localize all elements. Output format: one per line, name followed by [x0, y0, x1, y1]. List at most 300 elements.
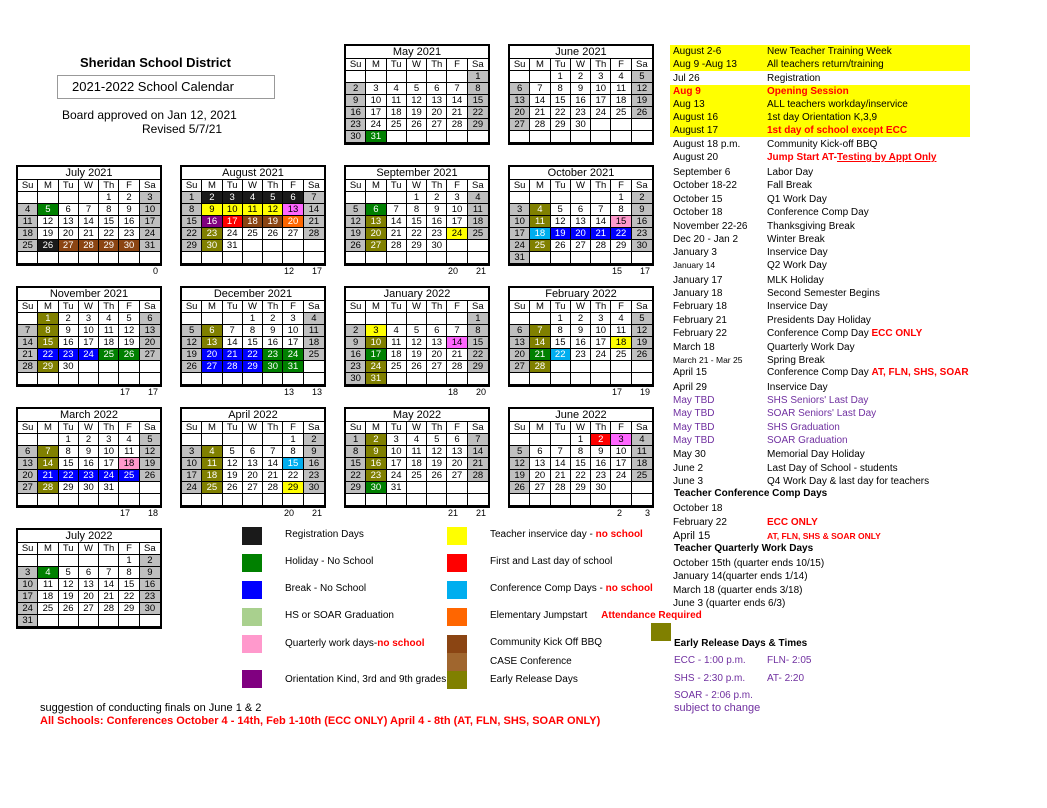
event-date: October 18: [673, 207, 723, 218]
empty-day-cell: [304, 252, 324, 264]
day-cell: 18: [18, 228, 38, 240]
empty-day-cell: [447, 373, 467, 385]
weekday-header: Th: [99, 543, 119, 555]
empty-day-cell: [632, 252, 652, 264]
day-cell: 28: [18, 361, 38, 373]
day-cell: 13: [202, 337, 222, 349]
day-cell: 17: [591, 337, 611, 349]
day-cell: 19: [182, 349, 202, 361]
day-cell: 16: [346, 107, 366, 119]
day-cell: 3: [510, 204, 530, 216]
empty-day-cell: [223, 494, 243, 506]
day-cell: 17: [366, 107, 386, 119]
quarterly-row: [670, 570, 970, 583]
empty-day-cell: [407, 252, 427, 264]
event-date: January 18: [673, 288, 723, 299]
day-cell: 5: [407, 83, 427, 95]
event-text: Conference Comp Day: [767, 207, 869, 218]
empty-day-cell: [346, 252, 366, 264]
day-cell: 14: [551, 458, 571, 470]
day-cell: 12: [632, 83, 652, 95]
day-cell: 29: [99, 240, 119, 252]
weekday-header: Su: [18, 422, 38, 434]
day-cell: 21: [551, 470, 571, 482]
month-title: March 2022: [16, 407, 162, 422]
weekday-header: Th: [263, 301, 283, 313]
empty-day-cell: [366, 494, 386, 506]
day-cell: 23: [427, 228, 447, 240]
day-cell: 24: [447, 228, 467, 240]
empty-day-cell: [407, 131, 427, 143]
empty-day-cell: [468, 482, 488, 494]
day-cell: 3: [447, 192, 467, 204]
day-count-a: 20: [447, 266, 458, 276]
day-cell: 16: [59, 337, 79, 349]
empty-day-cell: [243, 373, 263, 385]
day-cell: 8: [59, 446, 79, 458]
comp-note: ECC ONLY: [767, 517, 818, 528]
day-cell: 31: [223, 240, 243, 252]
day-count-b: 0: [152, 266, 158, 276]
calendar-title: 2021-2022 School Calendar: [57, 75, 275, 99]
month-grid: [508, 180, 654, 266]
day-cell: 1: [551, 71, 571, 83]
weekday-header: Tu: [551, 301, 571, 313]
empty-day-cell: [182, 373, 202, 385]
day-cell: 8: [611, 204, 631, 216]
weekday-header: F: [447, 59, 467, 71]
empty-day-cell: [387, 313, 407, 325]
empty-day-cell: [407, 482, 427, 494]
empty-day-cell: [346, 71, 366, 83]
day-cell: 8: [182, 204, 202, 216]
empty-day-cell: [59, 555, 79, 567]
day-cell: 23: [304, 470, 324, 482]
day-cell: 17: [510, 228, 530, 240]
day-cell: 12: [551, 216, 571, 228]
event-row: [670, 434, 970, 447]
month-grid: [344, 180, 490, 266]
day-cell: 23: [140, 591, 160, 603]
weekday-header: W: [79, 543, 99, 555]
day-cell: 22: [468, 107, 488, 119]
event-row: [670, 259, 970, 272]
empty-day-cell: [632, 119, 652, 131]
empty-day-cell: [510, 494, 530, 506]
day-cell: 6: [283, 192, 303, 204]
quarterly-row: [670, 584, 970, 597]
day-cell: 23: [571, 349, 591, 361]
month-day-count: [508, 508, 654, 518]
day-cell: 2: [366, 434, 386, 446]
day-cell: 26: [346, 240, 366, 252]
legend-holiday: Holiday - No School: [285, 556, 374, 567]
day-cell: 2: [263, 313, 283, 325]
day-cell: 21: [304, 216, 324, 228]
event-text: SOAR Graduation: [767, 435, 848, 446]
day-cell: 8: [468, 325, 488, 337]
day-count-b: 3: [644, 508, 650, 518]
empty-day-cell: [346, 313, 366, 325]
weekday-header: Th: [427, 422, 447, 434]
day-cell: 22: [182, 228, 202, 240]
weekday-header: Tu: [387, 59, 407, 71]
day-cell: 14: [263, 458, 283, 470]
empty-day-cell: [263, 494, 283, 506]
month-grid: [16, 543, 162, 629]
day-cell: 25: [202, 482, 222, 494]
day-cell: 26: [632, 349, 652, 361]
empty-day-cell: [407, 373, 427, 385]
day-cell: 6: [202, 325, 222, 337]
day-cell: 19: [223, 470, 243, 482]
day-cell: 21: [223, 349, 243, 361]
event-text: ALL teachers workday/inservice: [767, 99, 908, 110]
day-cell: 26: [427, 470, 447, 482]
day-cell: 12: [182, 337, 202, 349]
day-cell: 27: [571, 240, 591, 252]
empty-day-cell: [447, 71, 467, 83]
day-cell: 5: [346, 204, 366, 216]
day-cell: 6: [79, 567, 99, 579]
empty-day-cell: [632, 361, 652, 373]
empty-day-cell: [304, 494, 324, 506]
empty-day-cell: [119, 373, 139, 385]
day-cell: 30: [59, 361, 79, 373]
empty-day-cell: [591, 373, 611, 385]
day-cell: 15: [571, 458, 591, 470]
day-cell: 10: [182, 458, 202, 470]
day-count-a: 17: [611, 387, 622, 397]
legend-swatch-case: [447, 653, 467, 671]
event-text: Conference Comp Day: [767, 367, 872, 378]
event-date: September 6: [673, 167, 731, 178]
day-cell: 11: [407, 446, 427, 458]
day-count-a: 21: [447, 508, 458, 518]
day-cell: 4: [99, 313, 119, 325]
month-september-2021: [344, 165, 490, 276]
month-march-2022: [16, 407, 162, 518]
legend-swatch-first-last: [447, 554, 467, 572]
day-cell: 17: [611, 458, 631, 470]
month-title: December 2021: [180, 286, 326, 301]
day-cell: 7: [79, 204, 99, 216]
legend-inservice-noschool: no school: [595, 529, 643, 540]
day-cell: 3: [182, 446, 202, 458]
day-cell: 23: [79, 470, 99, 482]
day-cell: 1: [407, 192, 427, 204]
day-cell: 29: [468, 361, 488, 373]
day-cell: 6: [427, 83, 447, 95]
month-february-2022: [508, 286, 654, 397]
empty-day-cell: [202, 434, 222, 446]
event-row: [670, 475, 970, 488]
day-cell: 23: [263, 349, 283, 361]
day-cell: 6: [571, 204, 591, 216]
day-cell: 23: [366, 470, 386, 482]
month-day-count: [180, 387, 326, 397]
day-cell: 18: [407, 458, 427, 470]
day-count-a: 17: [119, 387, 130, 397]
day-cell: 31: [99, 482, 119, 494]
event-text-red: ECC ONLY: [871, 328, 923, 339]
event-date: February 21: [673, 315, 727, 326]
empty-day-cell: [202, 494, 222, 506]
day-cell: 22: [346, 470, 366, 482]
event-date: April 29: [673, 382, 707, 393]
weekday-header: Su: [18, 180, 38, 192]
empty-day-cell: [119, 494, 139, 506]
weekday-header: Sa: [140, 180, 160, 192]
empty-day-cell: [79, 252, 99, 264]
day-cell: 6: [18, 446, 38, 458]
day-cell: 9: [263, 325, 283, 337]
legend-graduation: HS or SOAR Graduation: [285, 610, 394, 621]
weekday-header: Su: [510, 422, 530, 434]
weekday-header: W: [571, 59, 591, 71]
day-cell: 14: [223, 337, 243, 349]
day-cell: 8: [551, 83, 571, 95]
weekday-header: M: [38, 180, 58, 192]
comp-date: April 15: [673, 530, 711, 542]
event-text: Registration: [767, 73, 821, 84]
event-row: [670, 45, 970, 58]
day-cell: 17: [387, 458, 407, 470]
day-cell: 4: [243, 192, 263, 204]
day-cell: 28: [530, 119, 550, 131]
day-cell: 18: [387, 349, 407, 361]
day-cell: 18: [99, 337, 119, 349]
empty-day-cell: [571, 192, 591, 204]
event-date: October 15: [673, 194, 723, 205]
day-cell: 15: [551, 337, 571, 349]
event-row: [670, 366, 970, 379]
day-cell: 20: [427, 107, 447, 119]
weekday-header: F: [283, 422, 303, 434]
legend-orientation: Orientation Kind, 3rd and 9th grades: [285, 674, 447, 685]
weekday-header: F: [119, 301, 139, 313]
day-cell: 26: [38, 240, 58, 252]
day-cell: 13: [427, 95, 447, 107]
month-day-count: [180, 266, 326, 276]
empty-day-cell: [182, 252, 202, 264]
event-text: SOAR Seniors' Last Day: [767, 408, 877, 419]
weekday-header: Sa: [632, 59, 652, 71]
event-date: Aug 9: [673, 86, 701, 97]
day-cell: 27: [530, 482, 550, 494]
weekday-header: F: [283, 180, 303, 192]
day-cell: 15: [182, 216, 202, 228]
day-cell: 26: [551, 240, 571, 252]
day-cell: 27: [510, 119, 530, 131]
empty-day-cell: [611, 131, 631, 143]
event-date: June 3: [673, 476, 704, 487]
month-day-count: [16, 629, 162, 639]
day-cell: 25: [38, 603, 58, 615]
day-cell: 6: [59, 204, 79, 216]
day-cell: 18: [119, 458, 139, 470]
event-row: [670, 233, 970, 246]
day-cell: 12: [223, 458, 243, 470]
empty-day-cell: [571, 252, 591, 264]
day-cell: 16: [263, 337, 283, 349]
day-cell: 12: [407, 337, 427, 349]
day-cell: 25: [530, 240, 550, 252]
empty-day-cell: [591, 252, 611, 264]
day-cell: 21: [591, 228, 611, 240]
empty-day-cell: [530, 313, 550, 325]
weekday-header: Su: [182, 422, 202, 434]
empty-day-cell: [427, 373, 447, 385]
empty-day-cell: [119, 361, 139, 373]
weekday-header: Tu: [59, 543, 79, 555]
event-row: [670, 124, 970, 137]
day-cell: 10: [140, 204, 160, 216]
event-text: Spring Break: [767, 355, 825, 366]
day-cell: 28: [38, 482, 58, 494]
day-cell: 29: [571, 482, 591, 494]
event-text-underlined: Testing by Appt Only: [837, 152, 937, 163]
day-cell: 24: [182, 482, 202, 494]
day-cell: 17: [99, 458, 119, 470]
legend-first-last: First and Last day of school: [490, 556, 613, 567]
day-cell: 26: [510, 482, 530, 494]
empty-day-cell: [59, 373, 79, 385]
day-cell: 26: [407, 361, 427, 373]
day-cell: 3: [283, 313, 303, 325]
weekday-header: W: [243, 180, 263, 192]
day-cell: 1: [346, 434, 366, 446]
day-count-b: 17: [147, 387, 158, 397]
day-cell: 2: [119, 192, 139, 204]
weekday-header: Su: [182, 301, 202, 313]
day-cell: 24: [223, 228, 243, 240]
event-date: April 15: [673, 367, 707, 378]
day-cell: 21: [387, 228, 407, 240]
legend-swatch-early-release: [447, 671, 467, 689]
event-date: March 18: [673, 342, 715, 353]
day-cell: 11: [99, 325, 119, 337]
early-fln: FLN- 2:05: [767, 655, 812, 666]
weekday-header: Tu: [223, 422, 243, 434]
weekday-header: Tu: [223, 180, 243, 192]
day-cell: 22: [551, 349, 571, 361]
day-cell: 20: [283, 216, 303, 228]
month-grid: [508, 422, 654, 508]
early-soar: SOAR - 2:06 p.m.: [674, 690, 753, 701]
legend-bbq: Community Kick Off BBQ: [490, 637, 603, 648]
day-count-b: 20: [475, 387, 486, 397]
month-grid: [508, 301, 654, 387]
day-cell: 5: [551, 204, 571, 216]
day-cell: 6: [510, 83, 530, 95]
day-cell: 28: [387, 240, 407, 252]
day-cell: 25: [632, 470, 652, 482]
day-cell: 22: [407, 228, 427, 240]
day-cell: 23: [632, 228, 652, 240]
day-cell: 20: [59, 228, 79, 240]
day-cell: 24: [387, 470, 407, 482]
event-row: [670, 421, 970, 434]
day-cell: 2: [571, 313, 591, 325]
day-cell: 25: [468, 228, 488, 240]
day-cell: 10: [99, 446, 119, 458]
empty-day-cell: [571, 373, 591, 385]
day-cell: 22: [38, 349, 58, 361]
day-cell: 2: [304, 434, 324, 446]
day-cell: 11: [611, 83, 631, 95]
day-cell: 29: [468, 119, 488, 131]
weekday-header: W: [243, 422, 263, 434]
empty-day-cell: [366, 192, 386, 204]
weekday-header: F: [447, 301, 467, 313]
empty-day-cell: [182, 494, 202, 506]
day-cell: 6: [510, 325, 530, 337]
empty-day-cell: [551, 373, 571, 385]
day-cell: 3: [79, 313, 99, 325]
day-cell: 7: [591, 204, 611, 216]
weekday-header: Su: [346, 301, 366, 313]
comp-row: [670, 516, 970, 529]
month-day-count: [180, 508, 326, 518]
early-release-heading: Early Release Days & Times: [674, 638, 808, 649]
day-cell: 21: [530, 349, 550, 361]
day-cell: 9: [119, 204, 139, 216]
day-cell: 9: [304, 446, 324, 458]
day-cell: 28: [447, 361, 467, 373]
day-count-a: 15: [611, 266, 622, 276]
day-cell: 27: [366, 240, 386, 252]
quarterly-text: March 18 (quarter ends 3/18): [673, 585, 803, 596]
day-cell: 25: [243, 228, 263, 240]
day-cell: 3: [387, 434, 407, 446]
legend-jumpstart-attendance: Attendance Required: [601, 610, 702, 621]
day-cell: 27: [202, 361, 222, 373]
weekday-header: Sa: [468, 180, 488, 192]
day-cell: 16: [119, 216, 139, 228]
comp-note: AT, FLN, SHS & SOAR ONLY: [767, 531, 881, 541]
weekday-header: M: [38, 422, 58, 434]
day-cell: 11: [611, 325, 631, 337]
day-cell: 13: [530, 458, 550, 470]
day-cell: 26: [632, 107, 652, 119]
event-date: Aug 9 -Aug 13: [673, 59, 737, 70]
day-cell: 2: [571, 71, 591, 83]
day-cell: 10: [447, 204, 467, 216]
empty-day-cell: [530, 252, 550, 264]
empty-day-cell: [79, 361, 99, 373]
day-cell: 25: [119, 470, 139, 482]
empty-day-cell: [182, 313, 202, 325]
day-cell: 27: [79, 603, 99, 615]
day-cell: 14: [38, 458, 58, 470]
day-cell: 22: [119, 591, 139, 603]
day-cell: 6: [447, 434, 467, 446]
day-count-a: 18: [447, 387, 458, 397]
empty-day-cell: [99, 494, 119, 506]
weekday-header: Tu: [387, 422, 407, 434]
empty-day-cell: [223, 434, 243, 446]
month-title: April 2022: [180, 407, 326, 422]
day-cell: 16: [304, 458, 324, 470]
event-date: February 22: [673, 328, 727, 339]
weekday-header: Tu: [387, 301, 407, 313]
event-date: October 18-22: [673, 180, 737, 191]
event-date: Aug 13: [673, 99, 705, 110]
event-row: [670, 327, 970, 340]
day-cell: 7: [447, 83, 467, 95]
event-date: November 22-26: [673, 221, 748, 232]
